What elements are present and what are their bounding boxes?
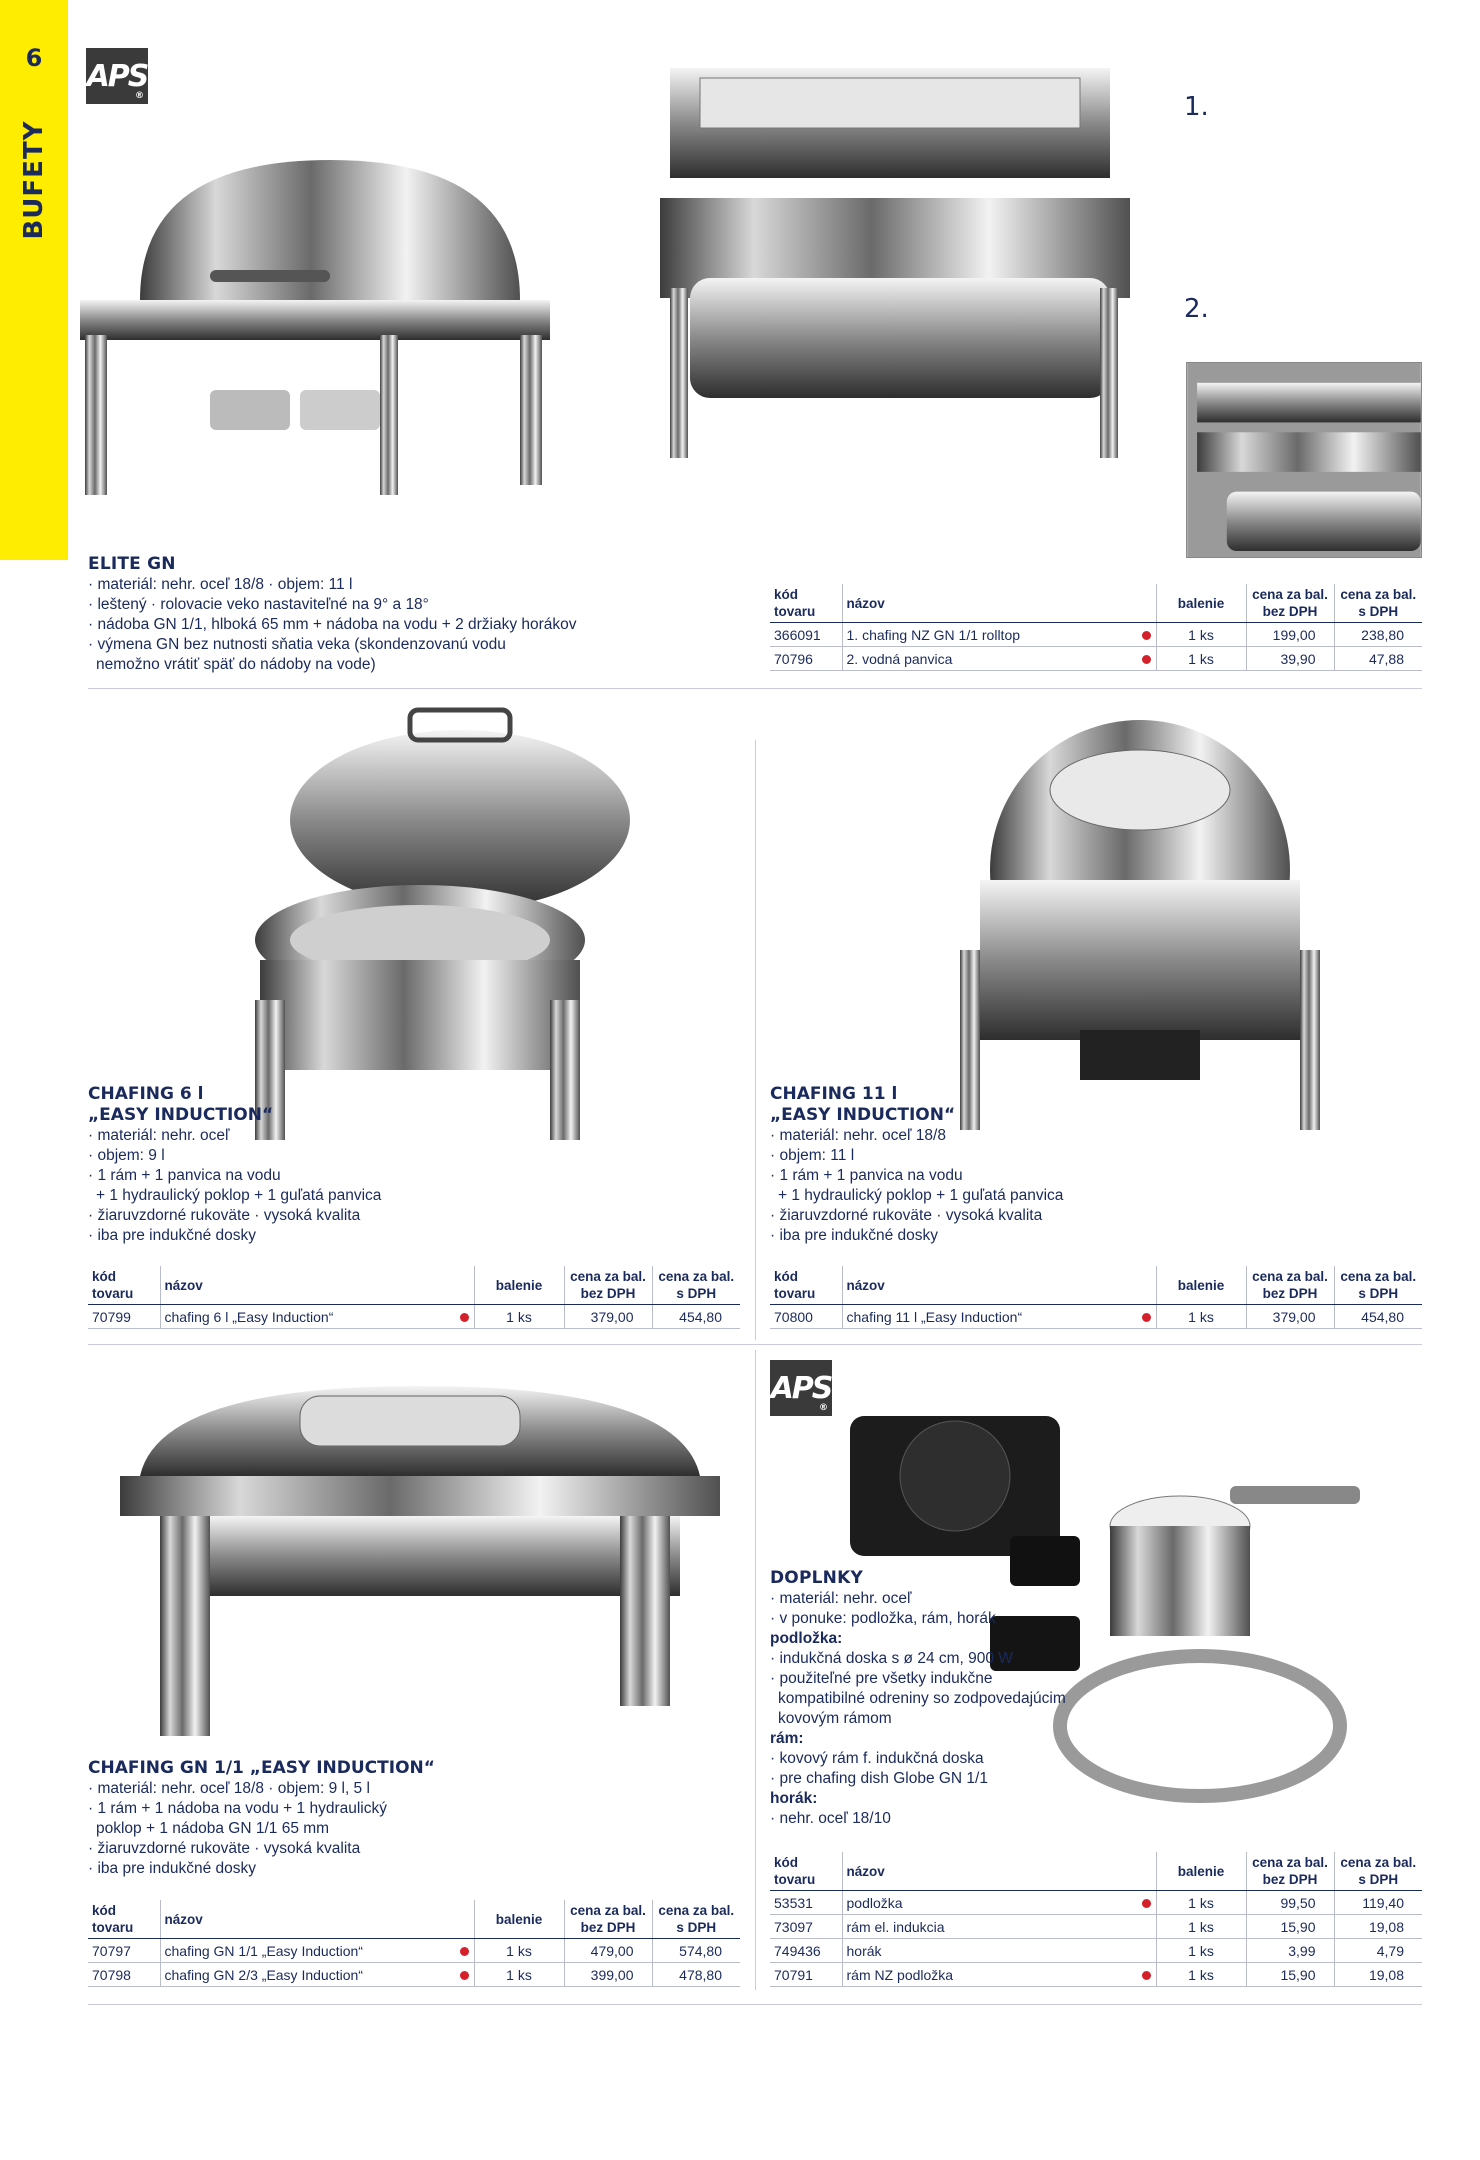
spec-line: nemožno vrátiť späť do nádoby na vode) (96, 656, 376, 673)
spec-line: + 1 hydraulický poklop + 1 guľatá panvica (778, 1187, 1064, 1204)
section-title: BUFETY (19, 120, 49, 240)
water-pan-detail-image (1186, 362, 1422, 558)
table-row: 53531 podložka 1 ks 99,50 119,40 (770, 1891, 1422, 1915)
table-row: 70797 chafing GN 1/1 „Easy Induction“ 1 ks 479,00 574,80 (88, 1939, 740, 1963)
accessories-title: DOPLNKY (770, 1568, 863, 1588)
aps-logo: APS ® (86, 48, 148, 104)
spec-line: · objem: 9 l (88, 1147, 165, 1164)
page-number: 6 (25, 44, 43, 72)
divider (88, 1344, 1422, 1345)
chafing-gn-title: CHAFING GN 1/1 „EASY INDUCTION“ (88, 1758, 435, 1778)
spec-line: kompatibilné odreniny so zodpovedajúcim (778, 1690, 1066, 1707)
accessories-description (770, 1568, 1250, 1829)
spec-line: · žiaruvzdorné rukoväte · vysoká kvalita (770, 1207, 1043, 1224)
spec-line: · leštený · rolovacie veko nastaviteľné na 9° a 18° (88, 596, 429, 613)
new-item-dot (1142, 1313, 1151, 1322)
spec-line: · kovový rám f. indukčná doska (770, 1750, 984, 1767)
spec-line: · 1 rám + 1 nádoba na vodu + 1 hydraulický (88, 1800, 387, 1817)
spec-line: poklop + 1 nádoba GN 1/1 65 mm (96, 1820, 330, 1837)
chafing-11l-price-table: kód tovaru názov balenie cena za bal. bez DPH cena za bal. s DPH 70800 chafing 11 l „Easy Induction“ 1 ks 379,00 454,80 (770, 1266, 1422, 1329)
new-item-dot (460, 1313, 469, 1322)
table-row: 70799 chafing 6 l „Easy Induction“ 1 ks 379,00 454,80 (88, 1305, 740, 1329)
chafing-11l-image (920, 700, 1360, 1140)
divider (88, 688, 1422, 689)
chafing-6l-subtitle: „EASY INDUCTION“ (88, 1105, 274, 1125)
table-row: 366091 1. chafing NZ GN 1/1 rolltop 1 ks 199,00 238,80 (770, 623, 1422, 647)
spec-line: · materiál: nehr. oceľ 18/8 · objem: 11 l (88, 576, 353, 593)
new-item-dot (1142, 1971, 1151, 1980)
spec-subheading: podložka: (770, 1630, 843, 1647)
spec-line: · nehr. oceľ 18/10 (770, 1810, 891, 1827)
marker-1: 1. (1184, 92, 1209, 122)
spec-subheading: rám: (770, 1730, 804, 1747)
spec-subheading: horák: (770, 1790, 818, 1807)
elite-gn-description (88, 554, 648, 675)
spec-line: · iba pre indukčné dosky (88, 1860, 257, 1877)
table-row: 70798 chafing GN 2/3 „Easy Induction“ 1 ks 399,00 478,80 (88, 1963, 740, 1987)
accessories-price-table: kód tovaru názov balenie cena za bal. bez DPH cena za bal. s DPH 53531 podložka 1 ks 99,50 119,40 73097 rám el. indukcia 1 ks 15,90 19,08 749436 horák 1 ks 3,99 4,79 70791 rám NZ podložka 1 ks 15,90 19,08 (770, 1852, 1422, 1987)
table-row: 70796 2. vodná panvica 1 ks 39,90 47,88 (770, 647, 1422, 671)
chafing-6l-image (250, 700, 650, 1140)
new-item-dot (1142, 655, 1151, 664)
spec-line: · pre chafing dish Globe GN 1/1 (770, 1770, 988, 1787)
new-item-dot (1142, 1899, 1151, 1908)
spec-line: · 1 rám + 1 panvica na vodu (88, 1167, 281, 1184)
spec-line: · iba pre indukčné dosky (770, 1227, 939, 1244)
col-price-net: cena za bal. bez DPH (1246, 584, 1334, 623)
col-pack: balenie (1156, 584, 1246, 623)
spec-line: · nádoba GN 1/1, hlboká 65 mm + nádoba na vodu + 2 držiaky horákov (88, 616, 577, 633)
new-item-dot (460, 1971, 469, 1980)
spec-line: · žiaruvzdorné rukoväte · vysoká kvalita (88, 1840, 361, 1857)
chafing-gn-price-table: kód tovaru názov balenie cena za bal. bez DPH cena za bal. s DPH 70797 chafing GN 1/1 „Easy Induction“ 1 ks 479,00 574,80 70798 chafing GN 2/3 „Easy Induction“ 1 ks 399,00 478,80 (88, 1900, 740, 1987)
chafing-6l-title: CHAFING 6 l (88, 1084, 204, 1104)
col-name: názov (842, 584, 1156, 623)
spec-line: · 1 rám + 1 panvica na vodu (770, 1167, 963, 1184)
section-sidebar (0, 0, 68, 560)
spec-line: · materiál: nehr. oceľ 18/8 (770, 1127, 946, 1144)
table-row: 70791 rám NZ podložka 1 ks 15,90 19,08 (770, 1963, 1422, 1987)
divider (755, 740, 756, 1340)
spec-line: · žiaruvzdorné rukoväte · vysoká kvalita (88, 1207, 361, 1224)
elite-gn-title: ELITE GN (88, 554, 176, 574)
spec-line: + 1 hydraulický poklop + 1 guľatá panvica (96, 1187, 382, 1204)
aps-logo: APS ® (770, 1360, 832, 1416)
new-item-dot (460, 1947, 469, 1956)
table-row: 70800 chafing 11 l „Easy Induction“ 1 ks 379,00 454,80 (770, 1305, 1422, 1329)
spec-line: · materiál: nehr. oceľ (770, 1590, 912, 1607)
spec-line: · indukčná doska s ø 24 cm, 900 W (770, 1650, 1013, 1667)
chafing-6l-price-table: kód tovaru názov balenie cena za bal. bez DPH cena za bal. s DPH 70799 chafing 6 l „Easy Induction“ 1 ks 379,00 454,80 (88, 1266, 740, 1329)
table-row: 73097 rám el. indukcia 1 ks 15,90 19,08 (770, 1915, 1422, 1939)
spec-line: · v ponuke: podložka, rám, horák (770, 1610, 996, 1627)
spec-line: · použiteľné pre všetky indukčne (770, 1670, 993, 1687)
spec-line: kovovým rámom (778, 1710, 892, 1727)
table-row: 749436 horák 1 ks 3,99 4,79 (770, 1939, 1422, 1963)
elite-gn-open-image (640, 48, 1180, 468)
new-item-dot (1142, 631, 1151, 640)
spec-line: · výmena GN bez nutnosti sňatia veka (skondenzovanú vodu (88, 636, 506, 653)
spec-line: · objem: 11 l (770, 1147, 855, 1164)
spec-line: · materiál: nehr. oceľ (88, 1127, 230, 1144)
chafing-6l-description (88, 1084, 528, 1246)
spec-line: · materiál: nehr. oceľ 18/8 · objem: 9 l, 5 l (88, 1780, 370, 1797)
elite-gn-price-table (770, 584, 1422, 671)
chafing-11l-subtitle: „EASY INDUCTION“ (770, 1105, 956, 1125)
chafing-gn-image (120, 1366, 720, 1746)
chafing-11l-title: CHAFING 11 l (770, 1084, 898, 1104)
chafing-11l-description (770, 1084, 1210, 1246)
col-code: kód tovaru (770, 584, 842, 623)
divider (88, 2004, 1422, 2005)
chafing-gn-description (88, 1758, 648, 1879)
spec-line: · iba pre indukčné dosky (88, 1227, 257, 1244)
col-price-gross: cena za bal. s DPH (1334, 584, 1422, 623)
divider (755, 1350, 756, 1990)
elite-gn-rolltop-image (80, 150, 640, 510)
marker-2: 2. (1184, 294, 1209, 324)
